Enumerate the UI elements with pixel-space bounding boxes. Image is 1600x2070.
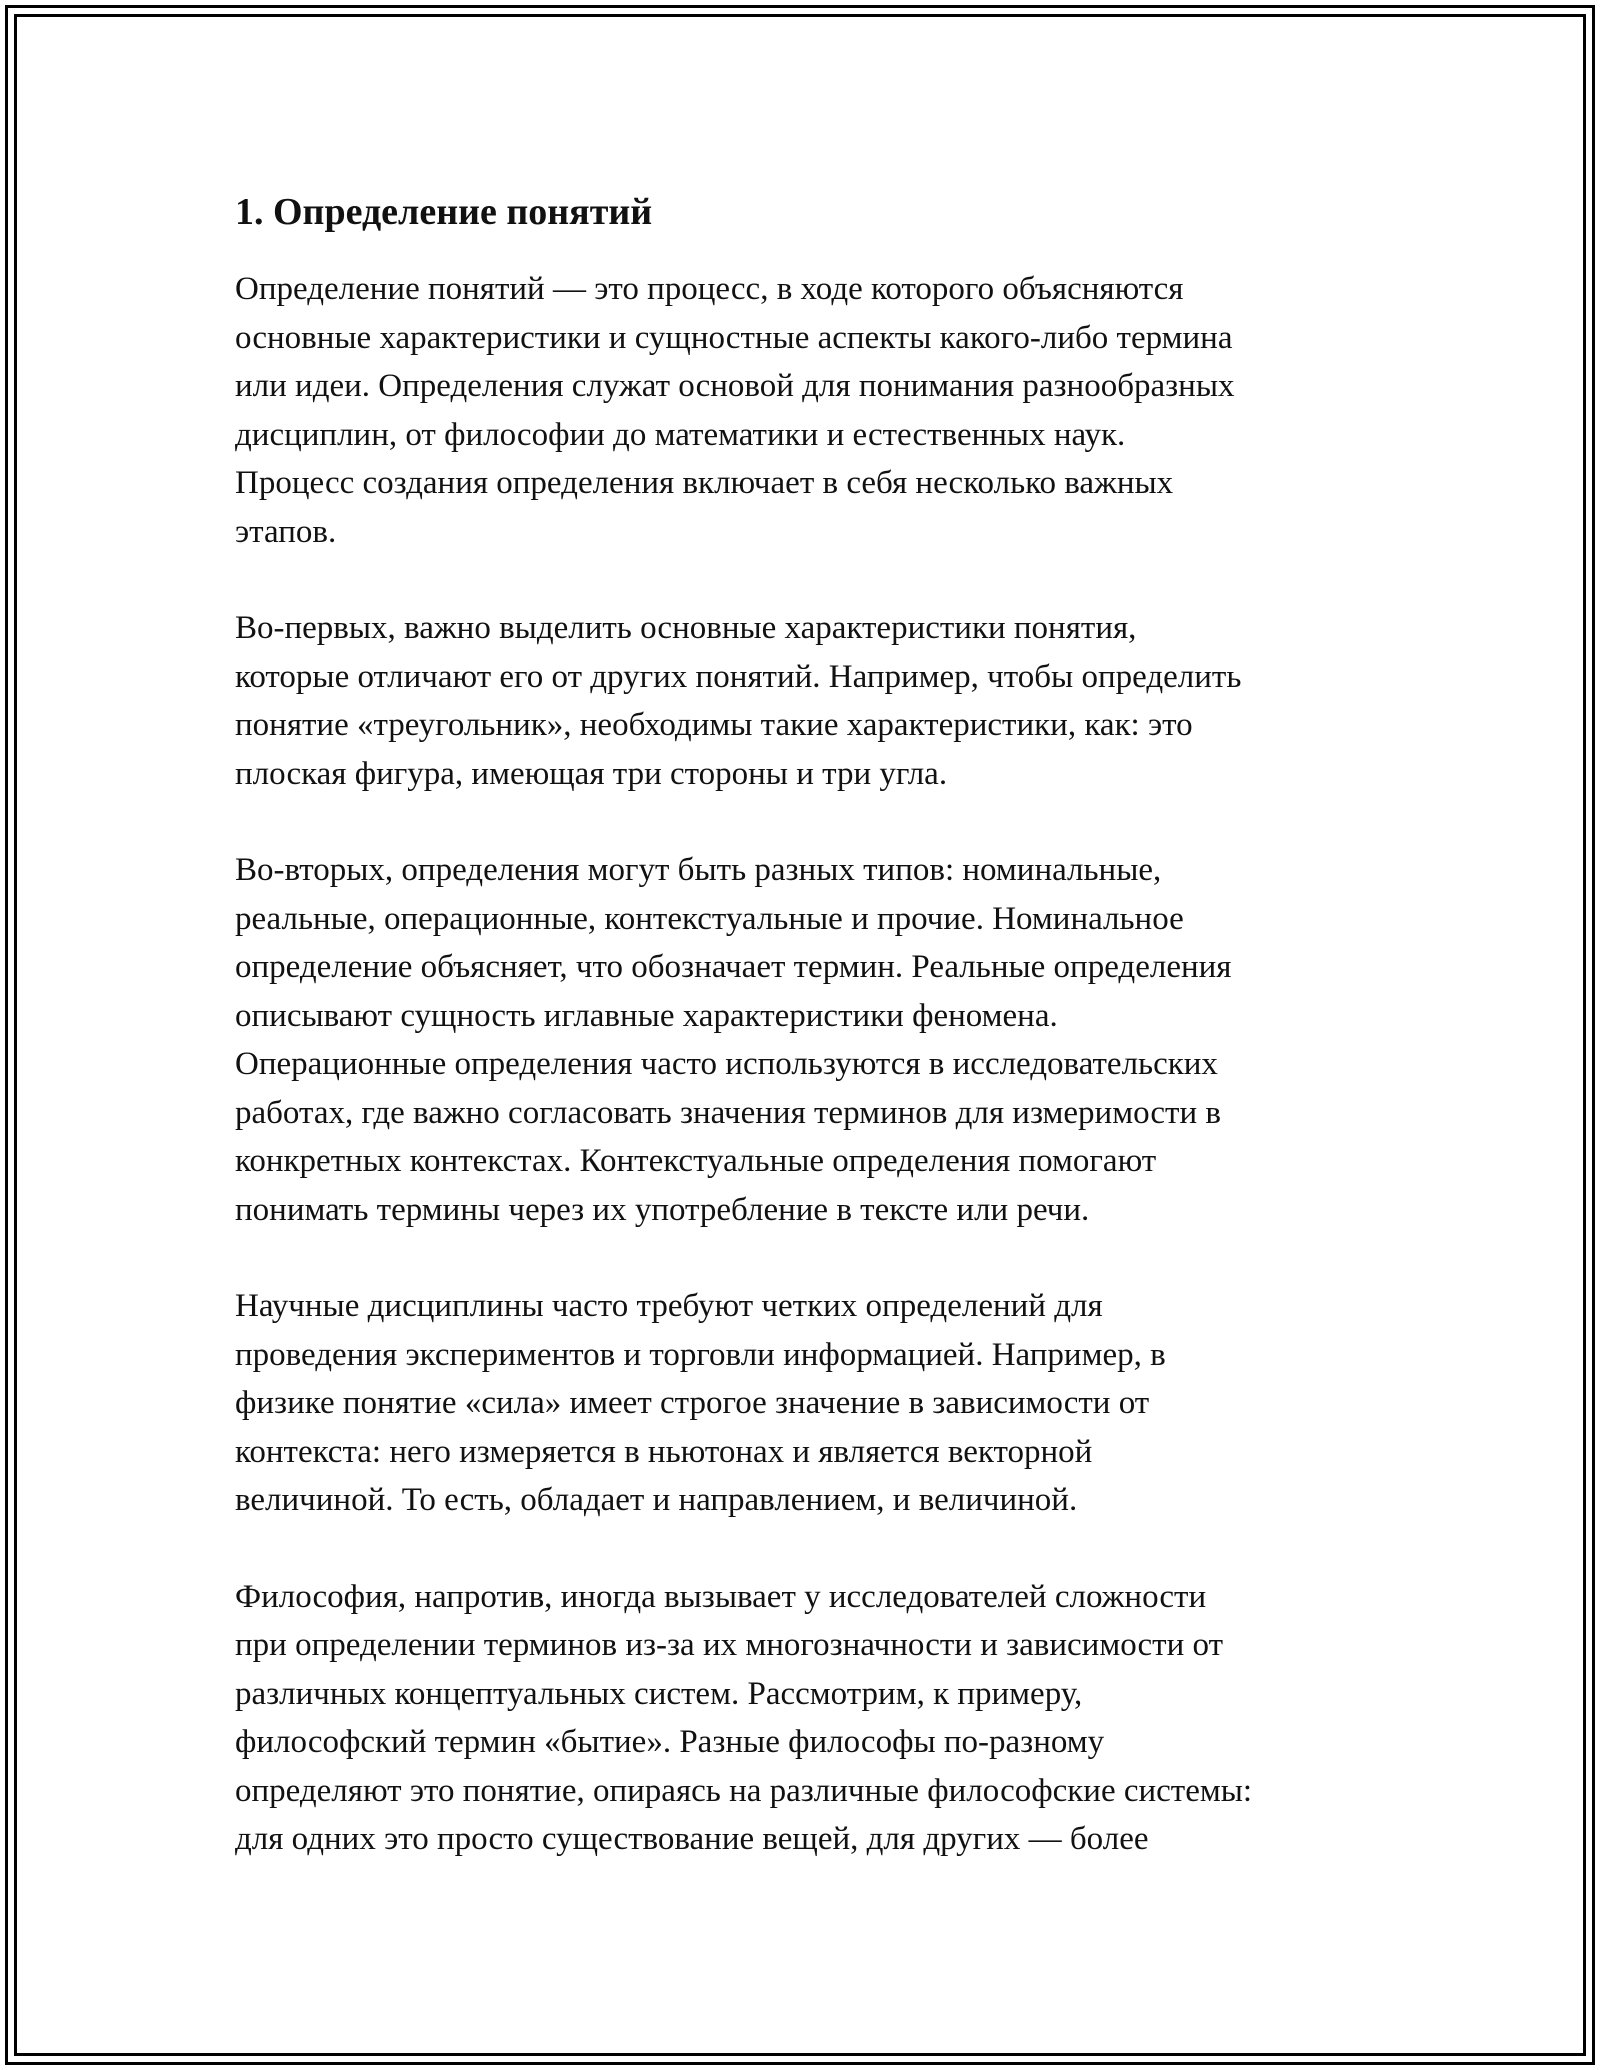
text-line: понимать термины через их употребление в тексте или речи. (235, 1191, 1090, 1228)
text-line: Во-вторых, определения могут быть разных типов: номинальные, (235, 852, 1162, 888)
paragraph-philosophy (235, 1573, 1385, 1864)
text-line: дисциплин, от философии до математики и естественных наук. (235, 416, 1126, 453)
text-line: Определение понятий — это процесс, в ходе которого объясняются (235, 271, 1184, 307)
text-line: определение объясняет, что обозначает термин. Реальные определения (235, 949, 1232, 985)
text-line: или идеи. Определения служат основой для понимания разнообразных (235, 368, 1235, 404)
text-line: Научные дисциплины часто требуют четких определений для (235, 1288, 1103, 1324)
text-line: описывают сущность иглавные характеристики феномена. (235, 997, 1058, 1034)
text-line: различных концептуальных систем. Рассмотрим, к примеру, (235, 1675, 1083, 1712)
text-line: Философия, напротив, иногда вызывает у исследователей сложности (235, 1578, 1207, 1615)
text-line: реальные, операционные, контекстуальные и прочие. Номинальное (235, 900, 1184, 937)
text-line: конкретных контекстах. Контекстуальные определения помогают (235, 1143, 1157, 1179)
text-line: определяют это понятие, опираясь на различные философские системы: (235, 1772, 1253, 1809)
text-line: философский термин «бытие». Разные философы по-разному (235, 1724, 1105, 1760)
text-line: понятие «треугольник», необходимы такие характеристики, как: это (235, 707, 1193, 743)
text-line: этапов. (235, 513, 337, 550)
text-line: величиной. То есть, обладает и направлением, и величиной. (235, 1482, 1078, 1518)
paragraph-intro (235, 265, 1385, 556)
text-line: плоская фигура, имеющая три стороны и три угла. (235, 755, 948, 792)
text-line: Во-первых, важно выделить основные характеристики понятия, (235, 610, 1137, 646)
text-line: которые отличают его от других понятий. Например, чтобы определить (235, 658, 1242, 695)
paragraph-science (235, 1282, 1385, 1525)
text-line: основные характеристики и сущностные аспекты какого-либо термина (235, 319, 1233, 356)
text-line: контекста: него измеряется в ньютонах и является векторной (235, 1433, 1093, 1470)
text-line: проведения экспериментов и торговли информацией. Например, в (235, 1336, 1166, 1373)
paragraph-definition-types (235, 846, 1385, 1234)
text-line: физике понятие «сила» имеет строгое значение в зависимости от (235, 1385, 1150, 1421)
text-line: для одних это просто существование вещей, для других — более (235, 1821, 1149, 1857)
text-line: Процесс создания определения включает в себя несколько важных (235, 465, 1174, 501)
text-line: Операционные определения часто используются в исследовательских (235, 1046, 1218, 1082)
document-body (235, 188, 1385, 1912)
text-line: при определении терминов из-за их многозначности и зависимости от (235, 1627, 1224, 1663)
section-title: 1. Определение понятий (235, 191, 653, 233)
text-line: работах, где важно согласовать значения терминов для измеримости в (235, 1094, 1221, 1131)
paragraph-first-point (235, 604, 1385, 798)
